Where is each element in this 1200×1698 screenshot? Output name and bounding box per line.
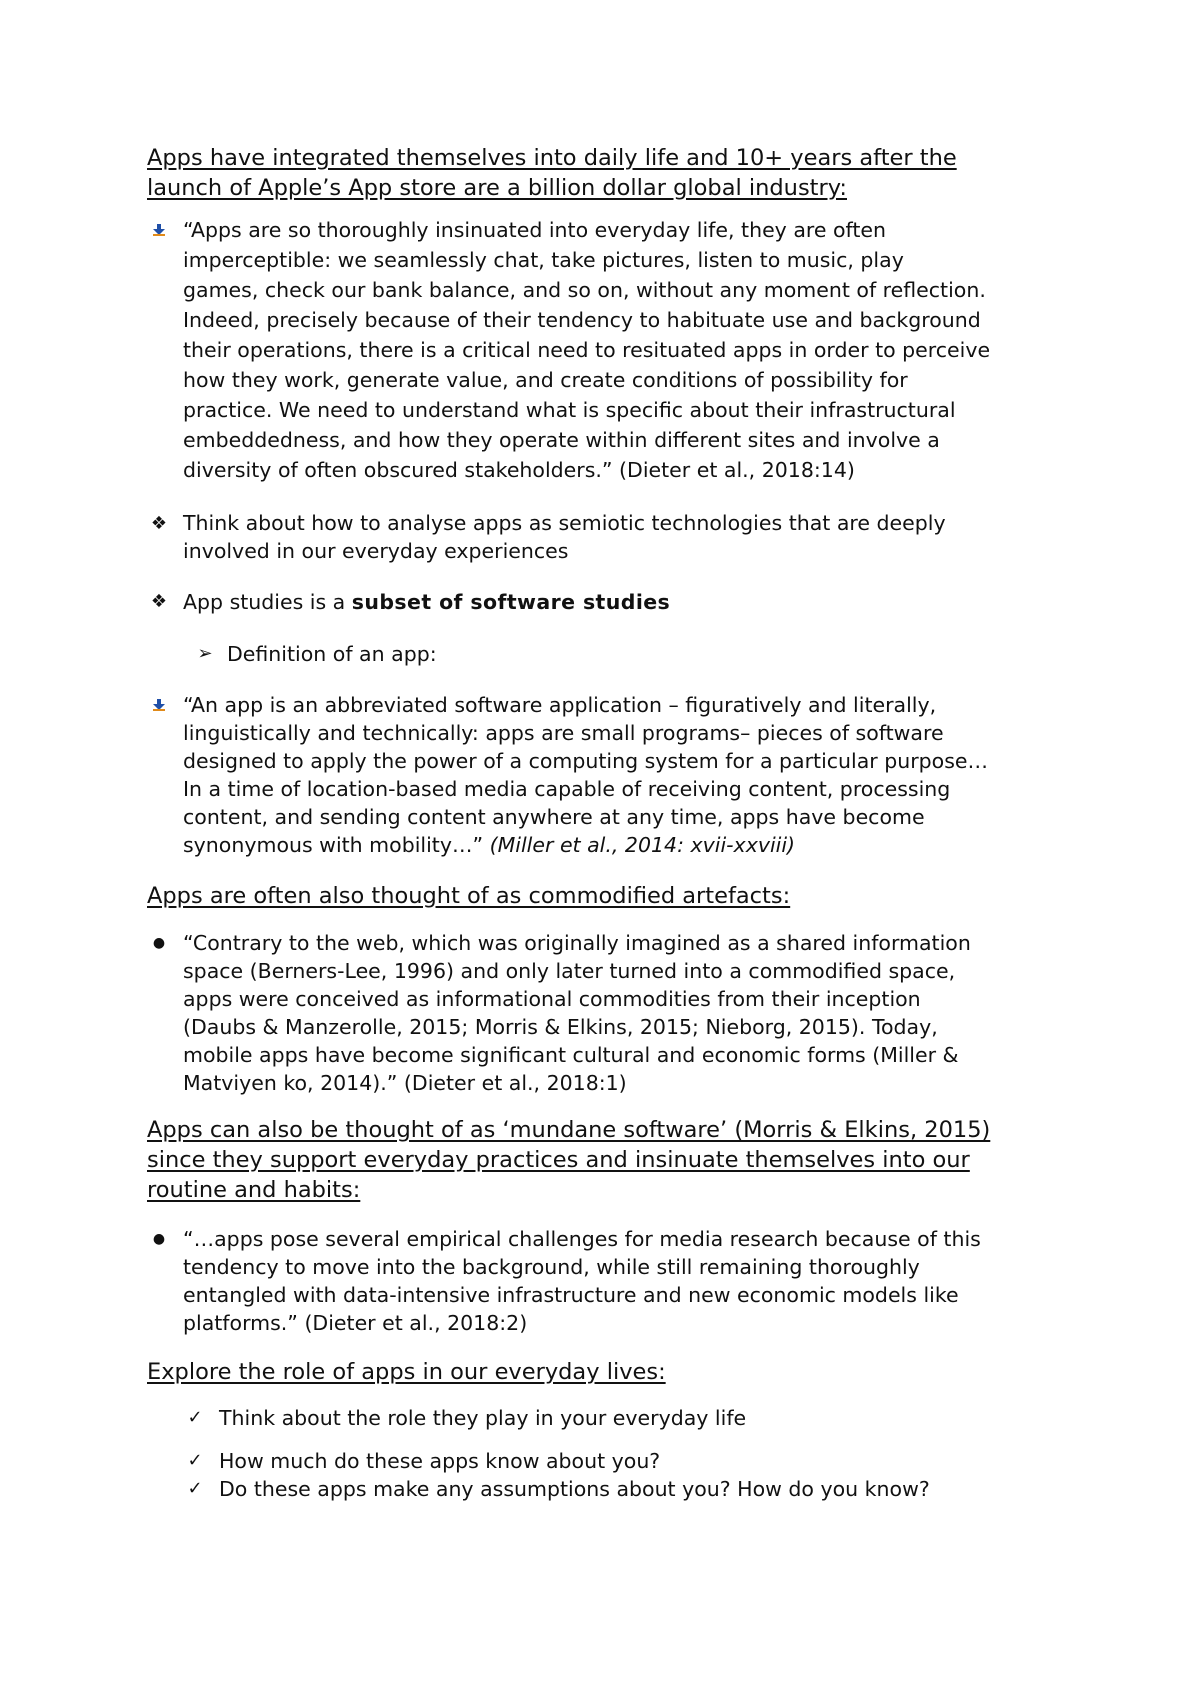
diamond-bullet-icon: ❖ — [150, 513, 168, 534]
quote-line: content, and sending content anywhere at any time, apps have become — [183, 805, 925, 829]
heading-line: routine and habits: — [147, 1177, 361, 1203]
list-item-quote-miller-2014 — [147, 691, 1067, 859]
document-body — [147, 143, 1067, 1503]
quote-line: diversity of often obscured stakeholders.” (Dieter et al., 2018:14) — [183, 458, 855, 482]
citation: (Miller et al., 2014: xvii-xxviii) — [489, 833, 796, 857]
heading-line: Apps are often also thought of as commodified artefacts: — [147, 883, 791, 909]
list-item-think-about — [147, 509, 1067, 565]
check-item — [147, 1403, 1067, 1433]
quote-line: Indeed, precisely because of their tendency to habituate use and background — [183, 308, 981, 332]
heading-line: Explore the role of apps in our everyday lives: — [147, 1359, 666, 1385]
quote-line: how they work, generate value, and create conditions of possibility for — [183, 368, 908, 392]
item-line: Do these apps make any assumptions about you? How do you know? — [219, 1477, 930, 1501]
check-item — [147, 1447, 1067, 1475]
quote-line: “An app is an abbreviated software application – figuratively and literally, — [183, 693, 937, 717]
quote-line: designed to apply the power of a computing system for a particular purpose… — [183, 749, 989, 773]
quote-line: platforms.” (Dieter et al., 2018:2) — [183, 1311, 528, 1335]
section-heading-mundane-software — [147, 1115, 1067, 1205]
item-line — [183, 587, 1067, 617]
check-item — [147, 1475, 1067, 1503]
list-item-quote-dieter-2018-2 — [147, 1225, 1067, 1337]
quote-line: (Daubs & Manzerolle, 2015; Morris & Elkins, 2015; Nieborg, 2015). Today, — [183, 1015, 938, 1039]
list-item-quote-dieter-2018-14 — [147, 215, 1067, 485]
quote-line: linguistically and technically: apps are small programs– pieces of software — [183, 721, 944, 745]
quote-line: tendency to move into the background, while still remaining thoroughly — [183, 1255, 920, 1279]
quote-line: apps were conceived as informational commodities from their inception — [183, 987, 921, 1011]
arrow-bullet-icon — [147, 215, 171, 245]
quote-line: Matviyen ko, 2014).” (Dieter et al., 2018:1) — [183, 1071, 627, 1095]
item-line: Think about how to analyse apps as semiotic technologies that are deeply — [183, 511, 946, 535]
check-icon: ✓ — [187, 1407, 203, 1428]
quote-line: practice. We need to understand what is specific about their infrastructural — [183, 398, 956, 422]
item-line: Definition of an app: — [227, 642, 437, 666]
check-icon: ✓ — [187, 1450, 203, 1471]
list-item-app-studies — [147, 587, 1067, 617]
heading-line: launch of Apple’s App store are a billion dollar global industry: — [147, 175, 847, 201]
quote-line: “…apps pose several empirical challenges for media research because of this — [183, 1227, 981, 1251]
item-line: involved in our everyday experiences — [183, 539, 569, 563]
item-bold-text: subset of software studies — [351, 590, 671, 614]
section-heading-apps-integrated — [147, 143, 1067, 203]
quote-line: In a time of location-based media capable of receiving content, processing — [183, 777, 951, 801]
quote-line — [183, 831, 1067, 859]
quote-text: synonymous with mobility…” — [183, 833, 490, 857]
quote-line: “Contrary to the web, which was originally imagined as a shared information — [183, 931, 971, 955]
quote-line: imperceptible: we seamlessly chat, take pictures, listen to music, play — [183, 248, 904, 272]
section-heading-commodified — [147, 881, 1067, 911]
item-text: App studies is a — [183, 590, 352, 614]
section-heading-explore-role — [147, 1357, 1067, 1387]
chevron-bullet-icon: ➢ — [197, 643, 213, 664]
list-item-definition — [193, 639, 1067, 669]
dot-bullet-icon: ● — [152, 935, 166, 951]
diamond-bullet-icon: ❖ — [150, 591, 168, 612]
quote-line: their operations, there is a critical need to resituated apps in order to perceive — [183, 338, 991, 362]
quote-line: mobile apps have become significant cultural and economic forms (Miller & — [183, 1043, 959, 1067]
quote-line: “Apps are so thoroughly insinuated into everyday life, they are often — [183, 218, 887, 242]
heading-line: Apps can also be thought of as ‘mundane software’ (Morris & Elkins, 2015) — [147, 1117, 991, 1143]
quote-line: entangled with data-intensive infrastructure and new economic models like — [183, 1283, 959, 1307]
quote-line: games, check our bank balance, and so on, without any moment of reflection. — [183, 278, 986, 302]
quote-line: embeddedness, and how they operate within different sites and involve a — [183, 428, 940, 452]
arrow-bullet-icon — [147, 691, 171, 719]
list-item-quote-dieter-2018-1 — [147, 929, 1067, 1097]
dot-bullet-icon: ● — [152, 1231, 166, 1247]
heading-line: since they support everyday practices and insinuate themselves into our — [147, 1147, 970, 1173]
check-icon: ✓ — [187, 1478, 203, 1499]
quote-line: space (Berners-Lee, 1996) and only later turned into a commodified space, — [183, 959, 956, 983]
heading-line: Apps have integrated themselves into daily life and 10+ years after the — [147, 145, 957, 171]
item-line: How much do these apps know about you? — [219, 1449, 661, 1473]
item-line: Think about the role they play in your everyday life — [219, 1406, 747, 1430]
